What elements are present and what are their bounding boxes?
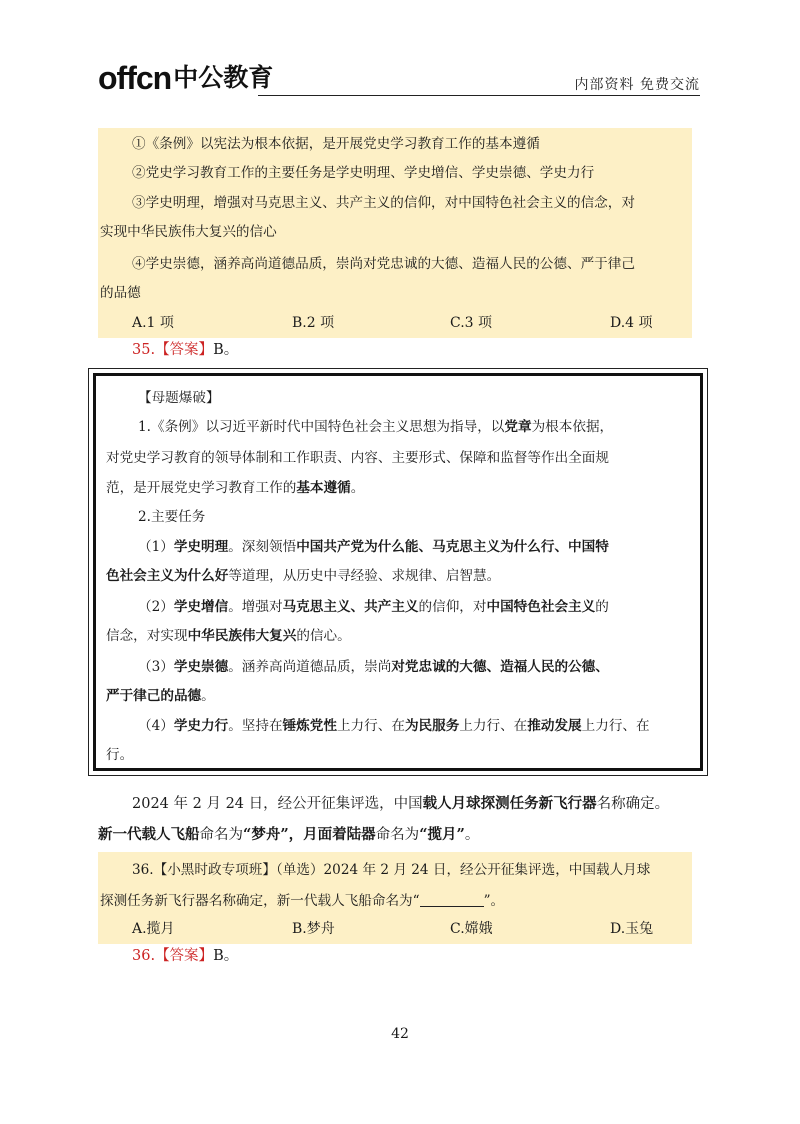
item2-bold: 马克思主义、共产主义 bbox=[282, 599, 419, 615]
box-item3-line2 bbox=[106, 686, 215, 706]
news-text2: 名称确定。 bbox=[596, 796, 670, 812]
news-bold3: “梦舟”，月面着陆器 bbox=[243, 826, 376, 843]
q35-item-3-cont: 实现中华民族伟大复兴的信心 bbox=[100, 224, 277, 240]
item1-bold: 中国共产党为什么能、马克思主义为什么行、中国特 bbox=[296, 539, 609, 555]
item2-num: （2） bbox=[138, 599, 174, 615]
header-rule bbox=[258, 95, 700, 96]
item3-bold2: 严于律己的品德 bbox=[106, 688, 202, 704]
item4-name: 学史力行 bbox=[173, 718, 229, 734]
item4-bold2: 为民服务 bbox=[404, 718, 460, 734]
box-p1-text: 1.《条例》以习近平新时代中国特色社会主义思想为指导，以 bbox=[138, 419, 505, 435]
q35-item-1: ①《条例》以宪法为根本依据，是开展党史学习教育工作的基本遵循 bbox=[132, 136, 540, 152]
box-item1-line2 bbox=[106, 566, 500, 586]
item1-text: 。深刻领悟 bbox=[228, 539, 297, 555]
item4-text: 。坚持在 bbox=[228, 718, 283, 734]
item2-text3: 的 bbox=[595, 599, 609, 615]
box-item2-line2 bbox=[106, 626, 351, 646]
q35-answer-tag: 【答案】 bbox=[155, 342, 214, 358]
q35-item-4: ④学史崇德，涵养高尚道德品质，崇尚对党忠诚的大德、造福人民的公德、严于律己 bbox=[132, 256, 635, 272]
logo-latin-text: offcn bbox=[98, 60, 172, 96]
news-bold: 载人月球探测任务新飞行器 bbox=[422, 795, 597, 812]
q35-answer bbox=[132, 339, 238, 361]
q35-option-b: B.2 项 bbox=[292, 315, 335, 331]
q36-options bbox=[98, 918, 692, 940]
item2-text: 。增强对 bbox=[228, 599, 283, 615]
item4-num: （4） bbox=[138, 718, 174, 734]
q35-answer-num: 35. bbox=[132, 342, 156, 358]
box-p1-text2: 为根本依据， bbox=[531, 419, 614, 435]
item2-text2: 的信仰，对 bbox=[418, 599, 487, 615]
q35-option-d: D.4 项 bbox=[610, 315, 653, 331]
item2-text4: 信念，对实现 bbox=[106, 628, 188, 644]
news-text: 2024 年 2 月 24 日，经公开征集评选，中国 bbox=[132, 796, 423, 812]
news-text4: 命名为 bbox=[375, 827, 420, 843]
box-item1-line1 bbox=[138, 537, 609, 557]
item1-text2: 等道理，从历史中寻经验、求规律、启智慧。 bbox=[228, 568, 501, 584]
q35-answer-value: B。 bbox=[213, 342, 239, 358]
knowledge-box bbox=[88, 368, 708, 776]
news-text3: 命名为 bbox=[199, 827, 243, 843]
q36-answer-value: B。 bbox=[213, 948, 239, 964]
item3-bold: 对党忠诚的大德、造福人民的公德、 bbox=[391, 659, 609, 675]
news-line-1 bbox=[132, 793, 669, 815]
q36-stem-end: ”。 bbox=[483, 893, 505, 909]
q36-option-a: A.揽月 bbox=[132, 921, 175, 937]
q35-item-3: ③学史明理，增强对马克思主义、共产主义的信仰，对中国特色社会主义的信念，对 bbox=[132, 195, 635, 211]
q36-answer-num: 36. bbox=[132, 948, 156, 964]
knowledge-box-inner bbox=[93, 373, 703, 771]
item3-num: （3） bbox=[138, 659, 174, 675]
box-p1-line1 bbox=[138, 417, 613, 437]
q35-item-4-cont: 的品德 bbox=[100, 285, 141, 301]
news-line-2 bbox=[98, 824, 479, 846]
item4-bold: 锤炼党性 bbox=[282, 718, 337, 734]
question-36-box bbox=[98, 852, 692, 944]
q36-answer bbox=[132, 945, 238, 967]
item2-name: 学史增信 bbox=[173, 599, 229, 615]
header-note: 内部资料 免费交流 bbox=[574, 77, 700, 93]
q35-options bbox=[98, 312, 692, 334]
q35-option-c: C.3 项 bbox=[450, 315, 493, 331]
item1-name: 学史明理 bbox=[173, 539, 229, 555]
q36-blank bbox=[420, 892, 484, 907]
box-p1-l3-text: 范，是开展党史学习教育工作的 bbox=[106, 480, 297, 496]
offcn-logo bbox=[98, 62, 273, 94]
page-header bbox=[98, 60, 700, 102]
item3-name: 学史崇德 bbox=[173, 659, 229, 675]
q36-stem: 探测任务新飞行器名称确定，新一代载人飞船命名为“ bbox=[100, 893, 420, 909]
box-item4-line2: 行。 bbox=[106, 747, 134, 763]
item4-text4: 上力行、在 bbox=[581, 718, 650, 734]
box-title: 【母题爆破】 bbox=[138, 390, 220, 406]
q36-option-b: B.梦舟 bbox=[292, 921, 335, 937]
box-p1-line2: 对党史学习教育的领导体制和工作职责、内容、主要形式、保障和监督等作出全面规 bbox=[106, 450, 609, 466]
box-item4-line1 bbox=[138, 716, 650, 736]
q36-line-2 bbox=[100, 891, 504, 911]
q36-option-c: C.嫦娥 bbox=[450, 921, 493, 937]
news-bold4: “揽月” bbox=[419, 826, 465, 843]
box-p2-title: 2.主要任务 bbox=[138, 509, 206, 525]
question-35-box bbox=[98, 128, 692, 338]
item1-bold2: 色社会主义为什么好 bbox=[106, 568, 229, 584]
item2-bold3: 中华民族伟大复兴 bbox=[187, 628, 297, 644]
q35-item-2: ②党史学习教育工作的主要任务是学史明理、学史增信、学史崇德、学史力行 bbox=[132, 165, 595, 181]
news-end: 。 bbox=[464, 827, 480, 843]
item1-num: （1） bbox=[138, 539, 174, 555]
box-item3-line1 bbox=[138, 657, 609, 677]
box-p1-l3-end: 。 bbox=[350, 480, 365, 496]
box-p1-bold: 党章 bbox=[504, 419, 532, 435]
item4-bold3: 推动发展 bbox=[527, 718, 582, 734]
box-p1-l3-bold: 基本遵循 bbox=[296, 480, 351, 496]
item4-text2: 上力行、在 bbox=[336, 718, 405, 734]
item4-text3: 上力行、在 bbox=[459, 718, 528, 734]
box-p1-line3 bbox=[106, 478, 364, 498]
q36-option-d: D.玉兔 bbox=[610, 921, 654, 937]
item2-text5: 的信心。 bbox=[296, 628, 351, 644]
q36-line-1: 36.【小黑时政专项班】（单选）2024 年 2 月 24 日，经公开征集评选，中国载人月球 bbox=[132, 862, 651, 878]
item2-bold2: 中国特色社会主义 bbox=[486, 599, 596, 615]
logo-cn-text: 中公教育 bbox=[173, 63, 274, 92]
page-number: 42 bbox=[391, 1026, 409, 1042]
news-bold2: 新一代载人飞船 bbox=[98, 826, 200, 843]
box-item2-line1 bbox=[138, 597, 609, 617]
q35-option-a: A.1 项 bbox=[132, 315, 174, 331]
item3-text: 。涵养高尚道德品质，崇尚 bbox=[228, 659, 392, 675]
item3-end: 。 bbox=[201, 688, 215, 704]
q36-answer-tag: 【答案】 bbox=[155, 948, 214, 964]
